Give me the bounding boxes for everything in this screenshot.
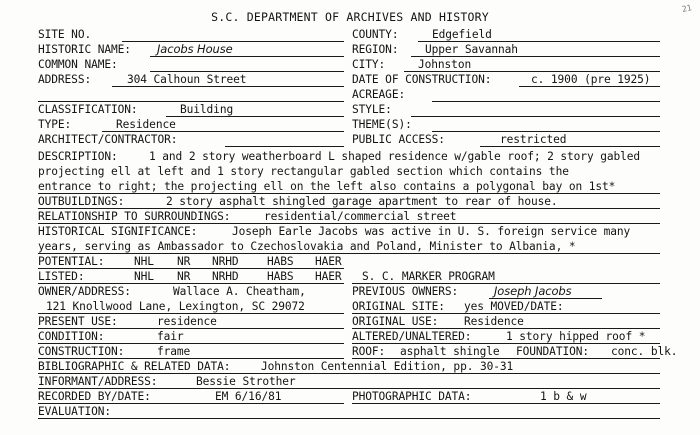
address-value[interactable]: 304 Calhoun Street: [127, 73, 247, 86]
photographic-data-rule: [352, 403, 660, 404]
original-site-label: ORIGINAL SITE:: [352, 300, 445, 313]
county-rule: [418, 41, 660, 42]
original-use-rule: [352, 328, 660, 329]
style-rule: [411, 116, 660, 117]
listed-label: LISTED:: [38, 270, 85, 283]
condition-value[interactable]: fair: [157, 330, 184, 343]
previous-owners-label: PREVIOUS OWNERS:: [352, 285, 459, 298]
region-rule: [411, 56, 660, 57]
city-label: CITY:: [352, 58, 386, 71]
county-value[interactable]: Edgefield: [432, 28, 492, 41]
listed-option-nhl[interactable]: NHL: [134, 270, 154, 283]
relationship-value[interactable]: residential/commercial street: [264, 210, 457, 223]
style-label: STYLE:: [352, 103, 392, 116]
potential-option-haer[interactable]: HAER: [315, 255, 342, 268]
foundation-label: FOUNDATION:: [516, 345, 589, 358]
common-name-label: COMMON NAME:: [38, 58, 118, 71]
corner-annotation: 21: [681, 3, 693, 14]
original-use-value[interactable]: Residence: [464, 315, 524, 328]
informant-rule: [38, 388, 660, 389]
description-label: DESCRIPTION:: [38, 150, 118, 163]
photographic-data-value[interactable]: 1 b & w: [540, 390, 587, 403]
recorded-by-rule: [38, 403, 344, 404]
listed-option-haer[interactable]: HAER: [315, 270, 342, 283]
listed-option-nrhd[interactable]: NRHD: [212, 270, 239, 283]
original-site-rule: [352, 313, 660, 314]
historical-significance-rule: [38, 253, 660, 254]
city-value[interactable]: Johnston: [418, 58, 472, 71]
public-access-rule: [480, 146, 660, 147]
roof-label: ROOF:: [352, 345, 386, 358]
date-of-construction-label: DATE OF CONSTRUCTION:: [352, 73, 492, 86]
potential-option-nhl[interactable]: NHL: [134, 255, 154, 268]
classification-value[interactable]: Building: [180, 103, 234, 116]
roof-value[interactable]: asphalt shingle: [400, 345, 500, 358]
bibliographic-rule: [38, 373, 660, 374]
relationship-rule: [38, 223, 660, 224]
potential-option-nrhd[interactable]: NRHD: [212, 255, 239, 268]
potential-option-nr[interactable]: NR: [177, 255, 191, 268]
region-value[interactable]: Upper Savannah: [425, 43, 518, 56]
photographic-data-label: PHOTOGRAPHIC DATA:: [352, 390, 472, 403]
informant-value[interactable]: Bessie Strother: [196, 375, 296, 388]
classification-label: CLASSIFICATION:: [38, 103, 138, 116]
condition-label: CONDITION:: [38, 330, 105, 343]
outbuildings-value[interactable]: 2 story asphalt shingled garage apartment to rear of house.: [166, 195, 558, 208]
altered-rule: [352, 343, 660, 344]
outbuildings-rule: [38, 208, 660, 209]
original-use-label: ORIGINAL USE:: [352, 315, 439, 328]
present-use-label: PRESENT USE:: [38, 315, 118, 328]
potential-option-habs[interactable]: HABS: [267, 255, 294, 268]
evaluation-label: EVALUATION:: [38, 405, 111, 418]
type-label: TYPE:: [38, 118, 72, 131]
listed-option-habs[interactable]: HABS: [267, 270, 294, 283]
bibliographic-label: BIBLIOGRAPHIC & RELATED DATA:: [38, 360, 231, 373]
public-access-value[interactable]: restricted: [500, 133, 567, 146]
date-of-construction-rule: [519, 86, 660, 87]
classification-rule: [166, 116, 344, 117]
description-rule: [38, 193, 660, 194]
acreage-label: ACREAGE:: [352, 88, 406, 101]
type-rule: [102, 131, 344, 132]
description-line3[interactable]: entrance to right; the projecting ell on the left also contains a polygonal bay on 1st*: [38, 180, 616, 193]
address-label: ADDRESS:: [38, 73, 92, 86]
roof-foundation-rule: [352, 358, 660, 359]
county-label: COUNTY:: [352, 28, 399, 41]
owner-line2[interactable]: 121 Knollwood Lane, Lexington, SC 29072: [46, 300, 305, 313]
address-rule: [112, 86, 344, 87]
architect-rule: [225, 146, 344, 147]
informant-label: INFORMANT/ADDRESS:: [38, 375, 158, 388]
date-of-construction-value[interactable]: c. 1900 (pre 1925): [531, 73, 651, 86]
original-site-value[interactable]: yes MOVED/DATE:: [464, 300, 564, 313]
condition-rule: [38, 343, 344, 344]
construction-value[interactable]: frame: [157, 345, 191, 358]
region-label: REGION:: [352, 43, 399, 56]
relationship-label: RELATIONSHIP TO SURROUNDINGS:: [38, 210, 231, 223]
description-line2[interactable]: projecting ell at left and 1 story rectangular gabled section which contains the: [38, 165, 569, 178]
historic-name-label: HISTORIC NAME:: [38, 43, 131, 56]
common-name-rule: [150, 71, 344, 72]
previous-owners-value[interactable]: Joseph Jacobs: [494, 284, 572, 298]
themes-rule: [432, 131, 660, 132]
recorded-by-label: RECORDED BY/DATE:: [38, 390, 151, 403]
marker-program-label: S. C. MARKER PROGRAM: [362, 270, 495, 283]
public-access-label: PUBLIC ACCESS:: [352, 133, 445, 146]
historical-significance-line1[interactable]: Joseph Earle Jacobs was active in U. S. foreign service many: [232, 225, 631, 238]
potential-label: POTENTIAL:: [38, 255, 105, 268]
acreage-rule: [432, 101, 660, 102]
altered-label: ALTERED/UNALTERED:: [352, 330, 472, 343]
description-line1[interactable]: 1 and 2 story weatherboard L shaped residence w/gable roof; 2 story gabled: [149, 150, 641, 163]
construction-label: CONSTRUCTION:: [38, 345, 125, 358]
historic-name-rule: [150, 56, 344, 57]
type-value[interactable]: Residence: [116, 118, 176, 131]
site-no-rule: [122, 41, 344, 42]
address-rule-2: [38, 101, 344, 102]
historic-name-value[interactable]: Jacobs House: [157, 42, 233, 56]
foundation-value[interactable]: conc. blk.: [611, 345, 678, 358]
city-rule: [404, 71, 660, 72]
present-use-rule: [38, 328, 344, 329]
recorded-by-value[interactable]: EM 6/16/81: [215, 390, 282, 403]
site-no-label: SITE NO.: [38, 28, 92, 41]
altered-value[interactable]: 1 story hipped roof *: [506, 330, 646, 343]
historical-significance-label: HISTORICAL SIGNIFICANCE:: [38, 225, 198, 238]
evaluation-rule: [38, 418, 660, 419]
historical-significance-line2[interactable]: years, serving as Ambassador to Czechoslovakia and Poland, Minister to Albania, *: [38, 240, 576, 253]
themes-label: THEME(S):: [352, 118, 412, 131]
owner-line1[interactable]: Wallace A. Cheatham,: [173, 285, 306, 298]
previous-owners-rule: [489, 298, 602, 299]
bibliographic-value[interactable]: Johnston Centennial Edition, pp. 30-31: [261, 360, 514, 373]
potential-rule: [38, 268, 344, 269]
owner-rule: [38, 313, 344, 314]
present-use-value[interactable]: residence: [157, 315, 217, 328]
listed-option-nr[interactable]: NR: [177, 270, 191, 283]
form-title: S.C. DEPARTMENT OF ARCHIVES AND HISTORY: [211, 10, 489, 24]
outbuildings-label: OUTBUILDINGS:: [38, 195, 125, 208]
construction-rule: [38, 358, 344, 359]
listed-rule: [38, 283, 344, 284]
owner-label: OWNER/ADDRESS:: [38, 285, 131, 298]
architect-label: ARCHITECT/CONTRACTOR:: [38, 133, 178, 146]
